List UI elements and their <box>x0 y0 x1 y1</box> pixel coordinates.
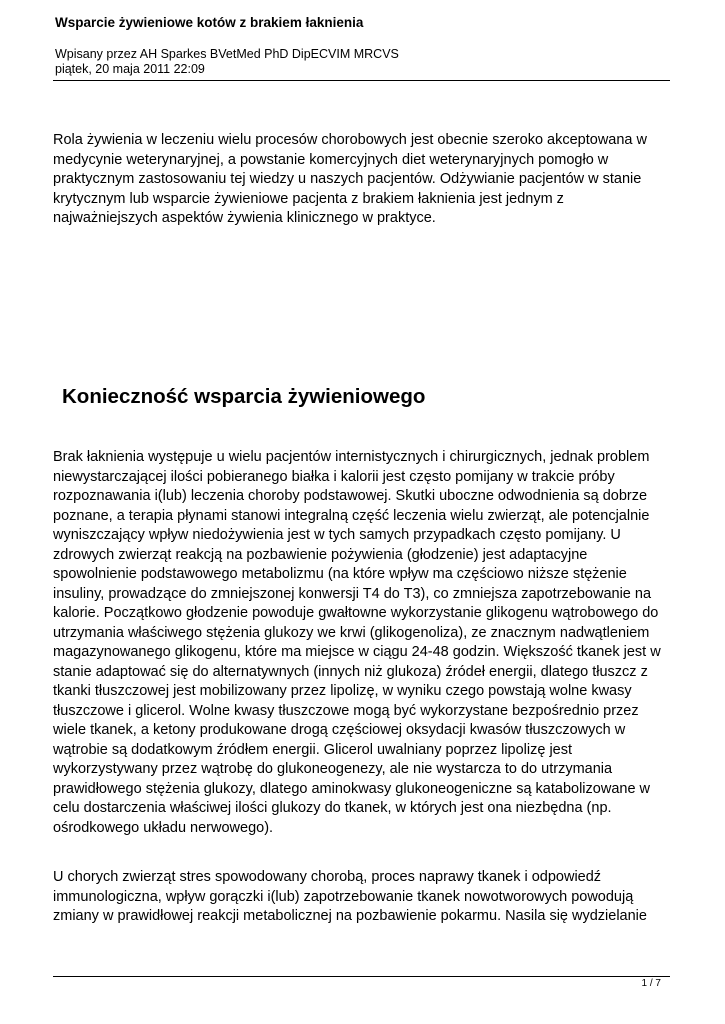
section-paragraph <box>53 448 673 838</box>
closing-line: U chorych zwierząt stres spowodowany chorobą, proces naprawy tkanek i odpowiedź <box>53 869 602 885</box>
date-line: piątek, 20 maja 2011 22:09 <box>55 62 205 76</box>
paragraph-line: prawidłowego stężenia glukozy, dlatego aminokwasy glukoneogeniczne są katabolizowane w <box>53 780 651 797</box>
intro-paragraph <box>53 131 673 229</box>
intro-line: praktycznym zastosowaniu tej wiedzy u naszych pacjentów. Odżywianie pacjentów w stanie <box>53 171 642 187</box>
paragraph-line: zdrowych zwierząt reakcją na pozbawienie pożywienia (głodzenie) jest adaptacyjne <box>53 546 588 563</box>
intro-line: medycynie weterynaryjnej, a powstanie komercyjnych diet weterynaryjnych pomogło w <box>53 151 609 168</box>
paragraph-line: ośrodkowego układu nerwowego). <box>53 819 274 836</box>
paragraph-line: rozpoznawania i(lub) leczenia choroby podstawowej. Skutki uboczne odwodnienia są dobrze <box>53 488 648 504</box>
paragraph-line: Brak łaknienia występuje u wielu pacjentów internistycznych i chirurgicznych, jednak problem <box>53 449 650 465</box>
paragraph-line: utrzymania właściwego stężenia glukozy we krwi (glikogenoliza), ze znacznym nadwątleniem <box>53 624 650 641</box>
paragraph-line: insuliny, prowadzące do zmniejszonej konwersji T4 do T3), co zmniejsza zapotrzebowanie na <box>53 585 652 602</box>
paragraph-line: stanie adaptować się do alternatywnych (innych niż glukoza) źródeł energii, dlatego tłuszcz z <box>53 663 648 680</box>
paragraph-line: wątrobie są dodatkowym źródłem energii. Glicerol uwalniany poprzez lipolizę jest <box>53 741 573 758</box>
document-title: Wsparcie żywieniowe kotów z brakiem łaknienia <box>55 15 364 30</box>
paragraph-line: poznane, a terapia płynami stanowi integralną część leczenia wielu zwierząt, ale potencjalnie <box>53 507 650 524</box>
author-line: Wpisany przez AH Sparkes BVetMed PhD DipECVIM MRCVS <box>55 47 399 61</box>
paragraph-line: kalorie. Początkowo głodzenie powoduje gwałtowne wykorzystanie glikogenu wątrobowego do <box>53 605 659 621</box>
paragraph-line: tłuszczowe i glicerol. Wolne kwasy tłuszczowe mogą być wykorzystane bezpośrednio przez <box>53 702 639 719</box>
paragraph-line: wiele tkanek, a ketony produkowane drogą częściowej oksydacji kwasów tłuszczowych w <box>53 722 626 738</box>
intro-line: krytycznym lub wsparcie żywieniowe pacjenta z brakiem łaknienia jest jednym z <box>53 190 564 207</box>
paragraph-line: celu dostarczenia właściwej ilości glukozy do tkanek, w których jest ona niezbędna (np. <box>53 800 612 816</box>
paragraph-line: niewystarczającej ilości pobieranego białka i kalorii jest często pomijany w trakcie próby <box>53 468 615 485</box>
header-divider <box>53 80 670 81</box>
section-heading: Konieczność wsparcia żywieniowego <box>62 385 426 408</box>
closing-paragraph <box>53 868 673 927</box>
article-meta <box>55 47 675 77</box>
paragraph-line: magazynowanego glikogenu, które ma miejsce w ciągu 24-48 godzin. Większość tkanek jest w <box>53 644 661 660</box>
closing-line: immunologiczna, wpływ gorączki i(lub) zapotrzebowanie tkanek nowotworowych powodują <box>53 888 634 905</box>
footer-divider <box>53 976 670 977</box>
paragraph-line: wykorzystywany przez wątrobę do glukoneogenezy, ale nie wystarcza to do utrzymania <box>53 761 613 777</box>
page-number: 1 / 7 <box>641 978 661 989</box>
closing-line: zmiany w prawidłowej reakcji metabolicznej na pozbawienie pokarmu. Nasila się wydzielanie <box>53 908 647 924</box>
intro-line: Rola żywienia w leczeniu wielu procesów chorobowych jest obecnie szeroko akceptowana w <box>53 132 647 148</box>
paragraph-line: wyniszczający wpływ niedożywienia jest w tych samych przypadkach często pomijany. U <box>53 527 621 543</box>
paragraph-line: spowolnienie podstawowego metabolizmu (na które wpływ ma częściowo niższe stężenie <box>53 566 627 582</box>
paragraph-line: tkanki tłuszczowej jest mobilizowany przez lipolizę, w wyniku czego powstają wolne kwasy <box>53 683 632 699</box>
intro-line: najważniejszych aspektów żywienia klinicznego w praktyce. <box>53 210 436 226</box>
